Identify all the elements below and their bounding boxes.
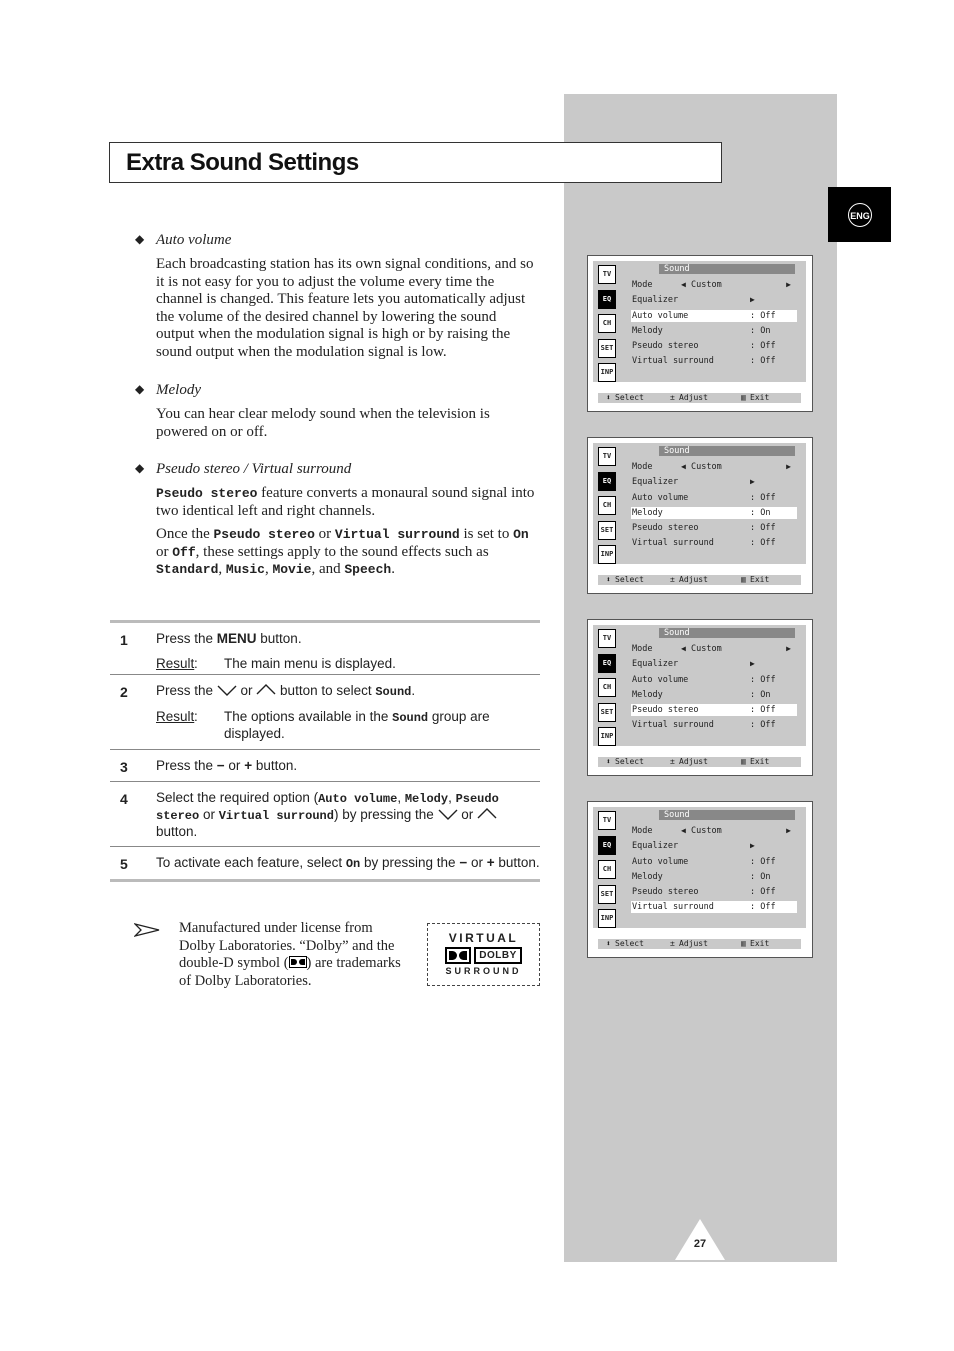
osd-menu-icon: CH: [598, 496, 616, 515]
chevron-right-icon: ▶: [786, 644, 791, 653]
feature-melody: [135, 382, 535, 447]
osd-row: Melody : On: [631, 507, 797, 519]
osd-row: Pseudo stereo : Off: [632, 341, 776, 351]
feature-pseudo-stereo: [135, 461, 535, 585]
page-number: 27: [693, 1238, 707, 1250]
chevron-left-icon: ◀: [681, 462, 686, 471]
chevron-right-icon: ▶: [750, 659, 755, 668]
osd-row: Virtual surround : Off: [632, 538, 776, 548]
chevron-up-icon: [256, 684, 276, 695]
osd-row: Melody : On: [632, 326, 771, 336]
osd-row-mode: Mode ◀ Custom ▶: [632, 644, 791, 654]
plus-minus-icon: ±: [670, 393, 675, 402]
step-number: 5: [120, 856, 128, 872]
language-badge: ENG: [848, 203, 872, 227]
osd-sound-menu-screen: [587, 437, 813, 594]
osd-row: Auto volume : Off: [632, 675, 776, 685]
feature-text: You can hear clear melody sound when the television is powered on or off.: [156, 406, 490, 440]
osd-row: Virtual surround : Off: [632, 356, 776, 366]
double-d-icon: [445, 947, 471, 964]
feature-text: Pseudo stereo feature converts a monaural sound signal into two identical left and right channels.: [156, 485, 535, 519]
osd-menu-icon: CH: [598, 860, 616, 879]
chevron-right-icon: ▶: [786, 280, 791, 289]
osd-menu-icon: INP: [598, 727, 616, 746]
osd-menu-icon: EQ: [598, 654, 616, 673]
osd-menu-area: [593, 261, 806, 382]
up-down-arrow-icon: ⬍: [606, 939, 611, 948]
osd-footer: ⬍ Select ± Adjust ▥ Exit: [598, 939, 801, 949]
osd-header: Sound: [659, 446, 795, 456]
up-down-arrow-icon: ⬍: [606, 575, 611, 584]
menu-icon: ▥: [741, 757, 746, 766]
feature-title: Pseudo stereo / Virtual surround: [156, 461, 352, 477]
osd-menu-icon: SET: [598, 339, 616, 358]
note-arrow-icon: [134, 923, 160, 937]
step-number: 3: [120, 759, 128, 775]
osd-footer: ⬍ Select ± Adjust ▥ Exit: [598, 575, 801, 585]
osd-menu-icon: SET: [598, 521, 616, 540]
osd-menu-icon: TV: [598, 811, 616, 830]
osd-header: Sound: [659, 264, 795, 274]
osd-row-equalizer: Equalizer ▶: [632, 659, 755, 669]
osd-icon-column: [598, 447, 620, 570]
chevron-right-icon: ▶: [750, 841, 755, 850]
step-result: Result : The main menu is displayed.: [156, 656, 396, 671]
steps-table: [110, 620, 540, 882]
menu-icon: ▥: [741, 393, 746, 402]
chevron-left-icon: ◀: [681, 826, 686, 835]
osd-row-mode: Mode ◀ Custom ▶: [632, 826, 791, 836]
osd-row: Pseudo stereo : Off: [632, 523, 776, 533]
step-row: 4 Select the required option (Auto volume, Melody, Pseudo stereo or Virtual surround) by pressing the or button.: [110, 781, 540, 846]
dolby-virtual-surround-logo: VIRTUAL DOLBY SURROUND: [427, 923, 540, 986]
language-tab: [828, 187, 891, 242]
step-row: 1 Press the MENU button. Result : The main menu is displayed.: [110, 623, 540, 674]
osd-menu-icon: INP: [598, 545, 616, 564]
step-number: 1: [120, 632, 128, 648]
osd-menu-icon: INP: [598, 909, 616, 928]
plus-minus-icon: ±: [670, 757, 675, 766]
osd-row: Melody : On: [632, 690, 771, 700]
chevron-down-icon: [217, 685, 237, 696]
note-text: Manufactured under license from Dolby Laboratories. “Dolby” and the double-D symbol ( ) are trademarks of Dolby Laboratories.: [179, 920, 401, 989]
osd-header: Sound: [659, 628, 795, 638]
diamond-bullet-icon: ◆: [135, 232, 145, 246]
osd-icon-column: [598, 811, 620, 934]
menu-icon: ▥: [741, 939, 746, 948]
osd-menu-icon: INP: [598, 363, 616, 382]
osd-row-mode: Mode ◀ Custom ▶: [632, 462, 791, 472]
chevron-right-icon: ▶: [750, 477, 755, 486]
title-box: [109, 142, 722, 183]
osd-icon-column: [598, 629, 620, 752]
osd-menu-icon: SET: [598, 885, 616, 904]
osd-row: Auto volume : Off: [631, 310, 797, 322]
chevron-left-icon: ◀: [681, 644, 686, 653]
diamond-bullet-icon: ◆: [135, 382, 145, 396]
osd-sound-menu-screen: [587, 801, 813, 958]
osd-menu-icon: TV: [598, 265, 616, 284]
diamond-bullet-icon: ◆: [135, 461, 145, 475]
feature-auto-volume: [135, 232, 535, 367]
chevron-right-icon: ▶: [750, 295, 755, 304]
up-down-arrow-icon: ⬍: [606, 393, 611, 402]
osd-sound-menu-screen: [587, 619, 813, 776]
chevron-down-icon: [438, 809, 458, 820]
osd-footer: ⬍ Select ± Adjust ▥ Exit: [598, 757, 801, 767]
osd-row: Virtual surround : Off: [631, 901, 797, 913]
step-row: 2 Press the or button to select Sound. Result : The options available in the Sound group are displayed.: [110, 674, 540, 749]
chevron-right-icon: ▶: [786, 826, 791, 835]
osd-menu-icon: EQ: [598, 290, 616, 309]
page-title: Extra Sound Settings: [126, 149, 359, 176]
osd-row-equalizer: Equalizer ▶: [632, 841, 755, 851]
osd-menu-icon: EQ: [598, 472, 616, 491]
step-row: 3 Press the − or + button.: [110, 749, 540, 781]
osd-footer: ⬍ Select ± Adjust ▥ Exit: [598, 393, 801, 403]
step-number: 2: [120, 684, 128, 700]
menu-icon: ▥: [741, 575, 746, 584]
osd-menu-icon: SET: [598, 703, 616, 722]
osd-row: Melody : On: [632, 872, 771, 882]
osd-icon-column: [598, 265, 620, 388]
chevron-right-icon: ▶: [786, 462, 791, 471]
plus-minus-icon: ±: [670, 575, 675, 584]
osd-menu-icon: CH: [598, 314, 616, 333]
chevron-left-icon: ◀: [681, 280, 686, 289]
osd-sound-menu-screen: [587, 255, 813, 412]
feature-text: Each broadcasting station has its own signal conditions, and so it is not easy for you to adjust the volume every time the channel is changed. This feature lets you automatically adjust the volume of the desired channel by lowering the sound output when the modulation signal is high or by raising the sound output when the modulation signal is low.: [156, 256, 534, 360]
osd-row: Auto volume : Off: [632, 493, 776, 503]
osd-menu-icon: TV: [598, 629, 616, 648]
step-number: 4: [120, 791, 128, 807]
osd-menu-area: [593, 443, 806, 564]
osd-menu-icon: EQ: [598, 836, 616, 855]
osd-row: Pseudo stereo : Off: [632, 887, 776, 897]
osd-row: Pseudo stereo : Off: [631, 704, 797, 716]
osd-menu-area: [593, 625, 806, 746]
osd-menu-area: [593, 807, 806, 928]
chevron-up-icon: [477, 808, 497, 819]
step-row: 5 To activate each feature, select On by pressing the − or + button.: [110, 846, 540, 879]
feature-text: Once the Pseudo stereo or Virtual surround is set to On or Off, these settings apply to the sound effects such as Standard, Music, Movie, and Speech.: [156, 526, 529, 577]
up-down-arrow-icon: ⬍: [606, 757, 611, 766]
plus-minus-icon: ±: [670, 939, 675, 948]
feature-title: Melody: [156, 382, 201, 398]
double-d-icon: [289, 956, 307, 968]
osd-row: Auto volume : Off: [632, 857, 776, 867]
osd-row-equalizer: Equalizer ▶: [632, 295, 755, 305]
step-result: Result : The options available in the Sound group are displayed.: [156, 709, 490, 741]
osd-row-equalizer: Equalizer ▶: [632, 477, 755, 487]
feature-title: Auto volume: [156, 232, 232, 248]
osd-row: Virtual surround : Off: [632, 720, 776, 730]
osd-header: Sound: [659, 810, 795, 820]
osd-menu-icon: TV: [598, 447, 616, 466]
osd-menu-icon: CH: [598, 678, 616, 697]
osd-row-mode: Mode ◀ Custom ▶: [632, 280, 791, 290]
